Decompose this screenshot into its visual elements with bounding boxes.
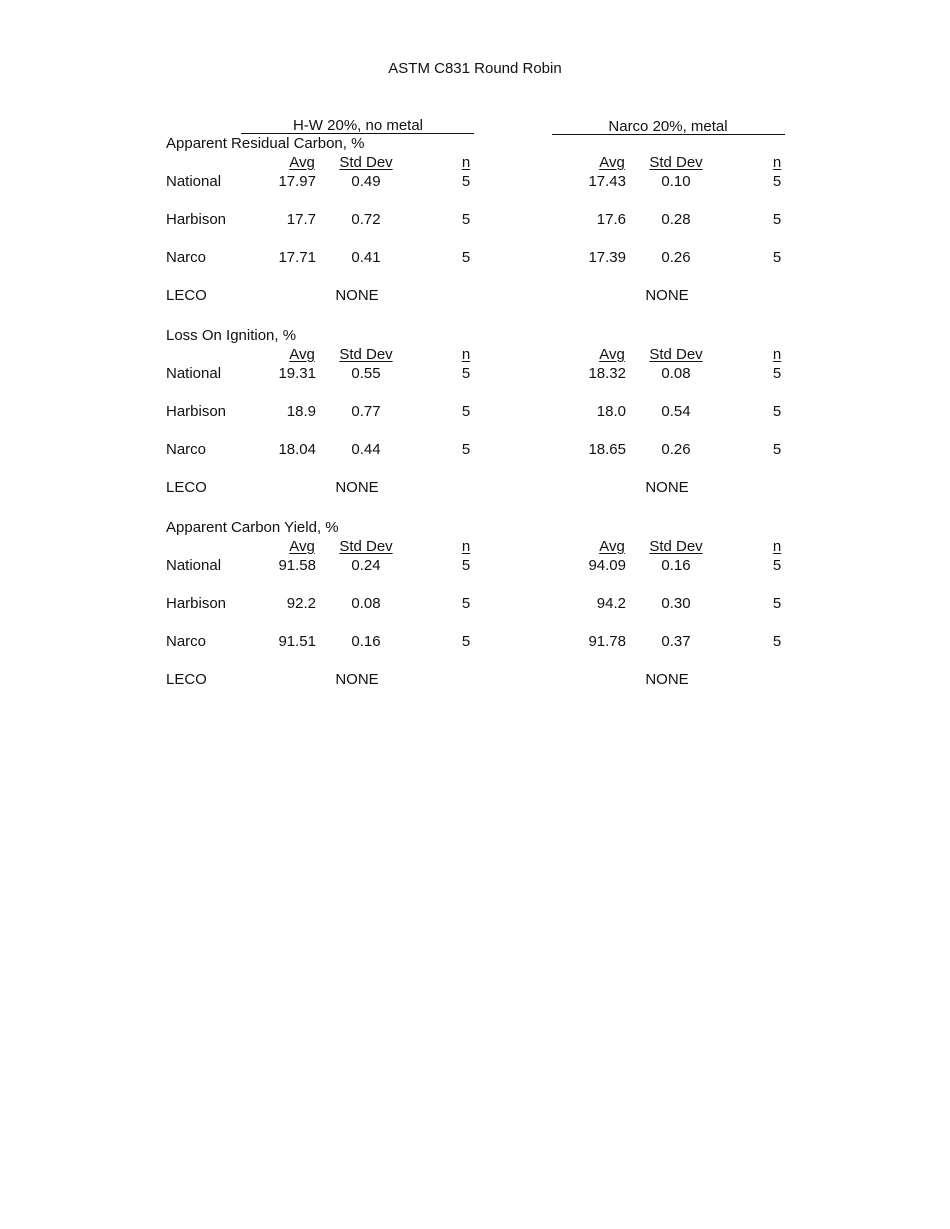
cell-n: 5 — [461, 365, 471, 382]
cell-avg: 18.0 — [596, 403, 626, 420]
cell-avg: 91.51 — [278, 633, 316, 650]
cell-n: 5 — [772, 633, 782, 650]
cell-avg: 19.31 — [278, 365, 316, 382]
cell-n: 5 — [772, 595, 782, 612]
section-title: Apparent Carbon Yield, % — [166, 519, 339, 536]
cell-n: 5 — [461, 403, 471, 420]
cell-n: 5 — [461, 211, 471, 228]
cell-n: 5 — [772, 441, 782, 458]
cell-avg: 94.09 — [588, 557, 626, 574]
col-header-avg: Avg — [599, 538, 625, 555]
cell-n: 5 — [772, 173, 782, 190]
col-header-std-dev: Std Dev — [339, 154, 393, 171]
group-rule-hw — [241, 133, 474, 134]
col-header-std-dev: Std Dev — [649, 538, 703, 555]
cell-std-dev: 0.54 — [661, 403, 691, 420]
cell-n: 5 — [772, 249, 782, 266]
cell-avg: 18.32 — [588, 365, 626, 382]
group-rule-narco — [552, 134, 785, 135]
col-header-n: n — [772, 538, 782, 555]
cell-n: 5 — [461, 441, 471, 458]
col-header-n: n — [461, 154, 471, 171]
cell-avg: 17.71 — [278, 249, 316, 266]
cell-std-dev: 0.08 — [351, 595, 381, 612]
cell-avg: 17.97 — [278, 173, 316, 190]
row-label: National — [166, 173, 222, 190]
cell-avg: 91.58 — [278, 557, 316, 574]
cell-std-dev: 0.49 — [351, 173, 381, 190]
cell-none: NONE — [335, 671, 379, 688]
col-header-n: n — [461, 538, 471, 555]
col-header-n: n — [772, 154, 782, 171]
cell-n: 5 — [772, 403, 782, 420]
cell-avg: 17.7 — [286, 211, 316, 228]
cell-std-dev: 0.24 — [351, 557, 381, 574]
row-label: National — [166, 557, 222, 574]
cell-avg: 94.2 — [596, 595, 626, 612]
cell-avg: 18.65 — [588, 441, 626, 458]
section-title: Apparent Residual Carbon, % — [166, 135, 365, 152]
row-label: Harbison — [166, 403, 227, 420]
section-title: Loss On Ignition, % — [166, 327, 297, 344]
cell-avg: 17.6 — [596, 211, 626, 228]
cell-n: 5 — [772, 365, 782, 382]
cell-none: NONE — [335, 287, 379, 304]
cell-std-dev: 0.16 — [351, 633, 381, 650]
cell-none: NONE — [645, 479, 689, 496]
col-header-n: n — [772, 346, 782, 363]
cell-n: 5 — [461, 633, 471, 650]
cell-std-dev: 0.41 — [351, 249, 381, 266]
row-label: LECO — [166, 479, 207, 496]
cell-avg: 17.43 — [588, 173, 626, 190]
cell-std-dev: 0.72 — [351, 211, 381, 228]
cell-n: 5 — [461, 249, 471, 266]
col-header-std-dev: Std Dev — [649, 346, 703, 363]
cell-std-dev: 0.16 — [661, 557, 691, 574]
cell-std-dev: 0.08 — [661, 365, 691, 382]
col-header-avg: Avg — [289, 154, 315, 171]
cell-std-dev: 0.44 — [351, 441, 381, 458]
cell-std-dev: 0.55 — [351, 365, 381, 382]
cell-n: 5 — [461, 557, 471, 574]
cell-std-dev: 0.77 — [351, 403, 381, 420]
row-label: Narco — [166, 633, 207, 650]
col-header-avg: Avg — [289, 346, 315, 363]
col-header-std-dev: Std Dev — [339, 346, 393, 363]
cell-std-dev: 0.10 — [661, 173, 691, 190]
col-header-std-dev: Std Dev — [339, 538, 393, 555]
cell-avg: 18.9 — [286, 403, 316, 420]
row-label: LECO — [166, 287, 207, 304]
col-header-avg: Avg — [599, 346, 625, 363]
page-title: ASTM C831 Round Robin — [388, 60, 562, 77]
cell-none: NONE — [335, 479, 379, 496]
col-header-avg: Avg — [599, 154, 625, 171]
cell-avg: 92.2 — [286, 595, 316, 612]
row-label: Narco — [166, 441, 207, 458]
cell-none: NONE — [645, 287, 689, 304]
cell-std-dev: 0.30 — [661, 595, 691, 612]
cell-std-dev: 0.26 — [661, 249, 691, 266]
col-header-n: n — [461, 346, 471, 363]
cell-n: 5 — [461, 595, 471, 612]
cell-n: 5 — [461, 173, 471, 190]
cell-std-dev: 0.28 — [661, 211, 691, 228]
cell-std-dev: 0.26 — [661, 441, 691, 458]
group-header-hw: H-W 20%, no metal — [292, 117, 424, 134]
row-label: National — [166, 365, 222, 382]
row-label: Harbison — [166, 211, 227, 228]
cell-avg: 91.78 — [588, 633, 626, 650]
cell-avg: 17.39 — [588, 249, 626, 266]
row-label: Harbison — [166, 595, 227, 612]
cell-std-dev: 0.37 — [661, 633, 691, 650]
cell-avg: 18.04 — [278, 441, 316, 458]
cell-n: 5 — [772, 557, 782, 574]
col-header-std-dev: Std Dev — [649, 154, 703, 171]
row-label: LECO — [166, 671, 207, 688]
cell-n: 5 — [772, 211, 782, 228]
col-header-avg: Avg — [289, 538, 315, 555]
row-label: Narco — [166, 249, 207, 266]
cell-none: NONE — [645, 671, 689, 688]
group-header-narco: Narco 20%, metal — [608, 118, 728, 135]
